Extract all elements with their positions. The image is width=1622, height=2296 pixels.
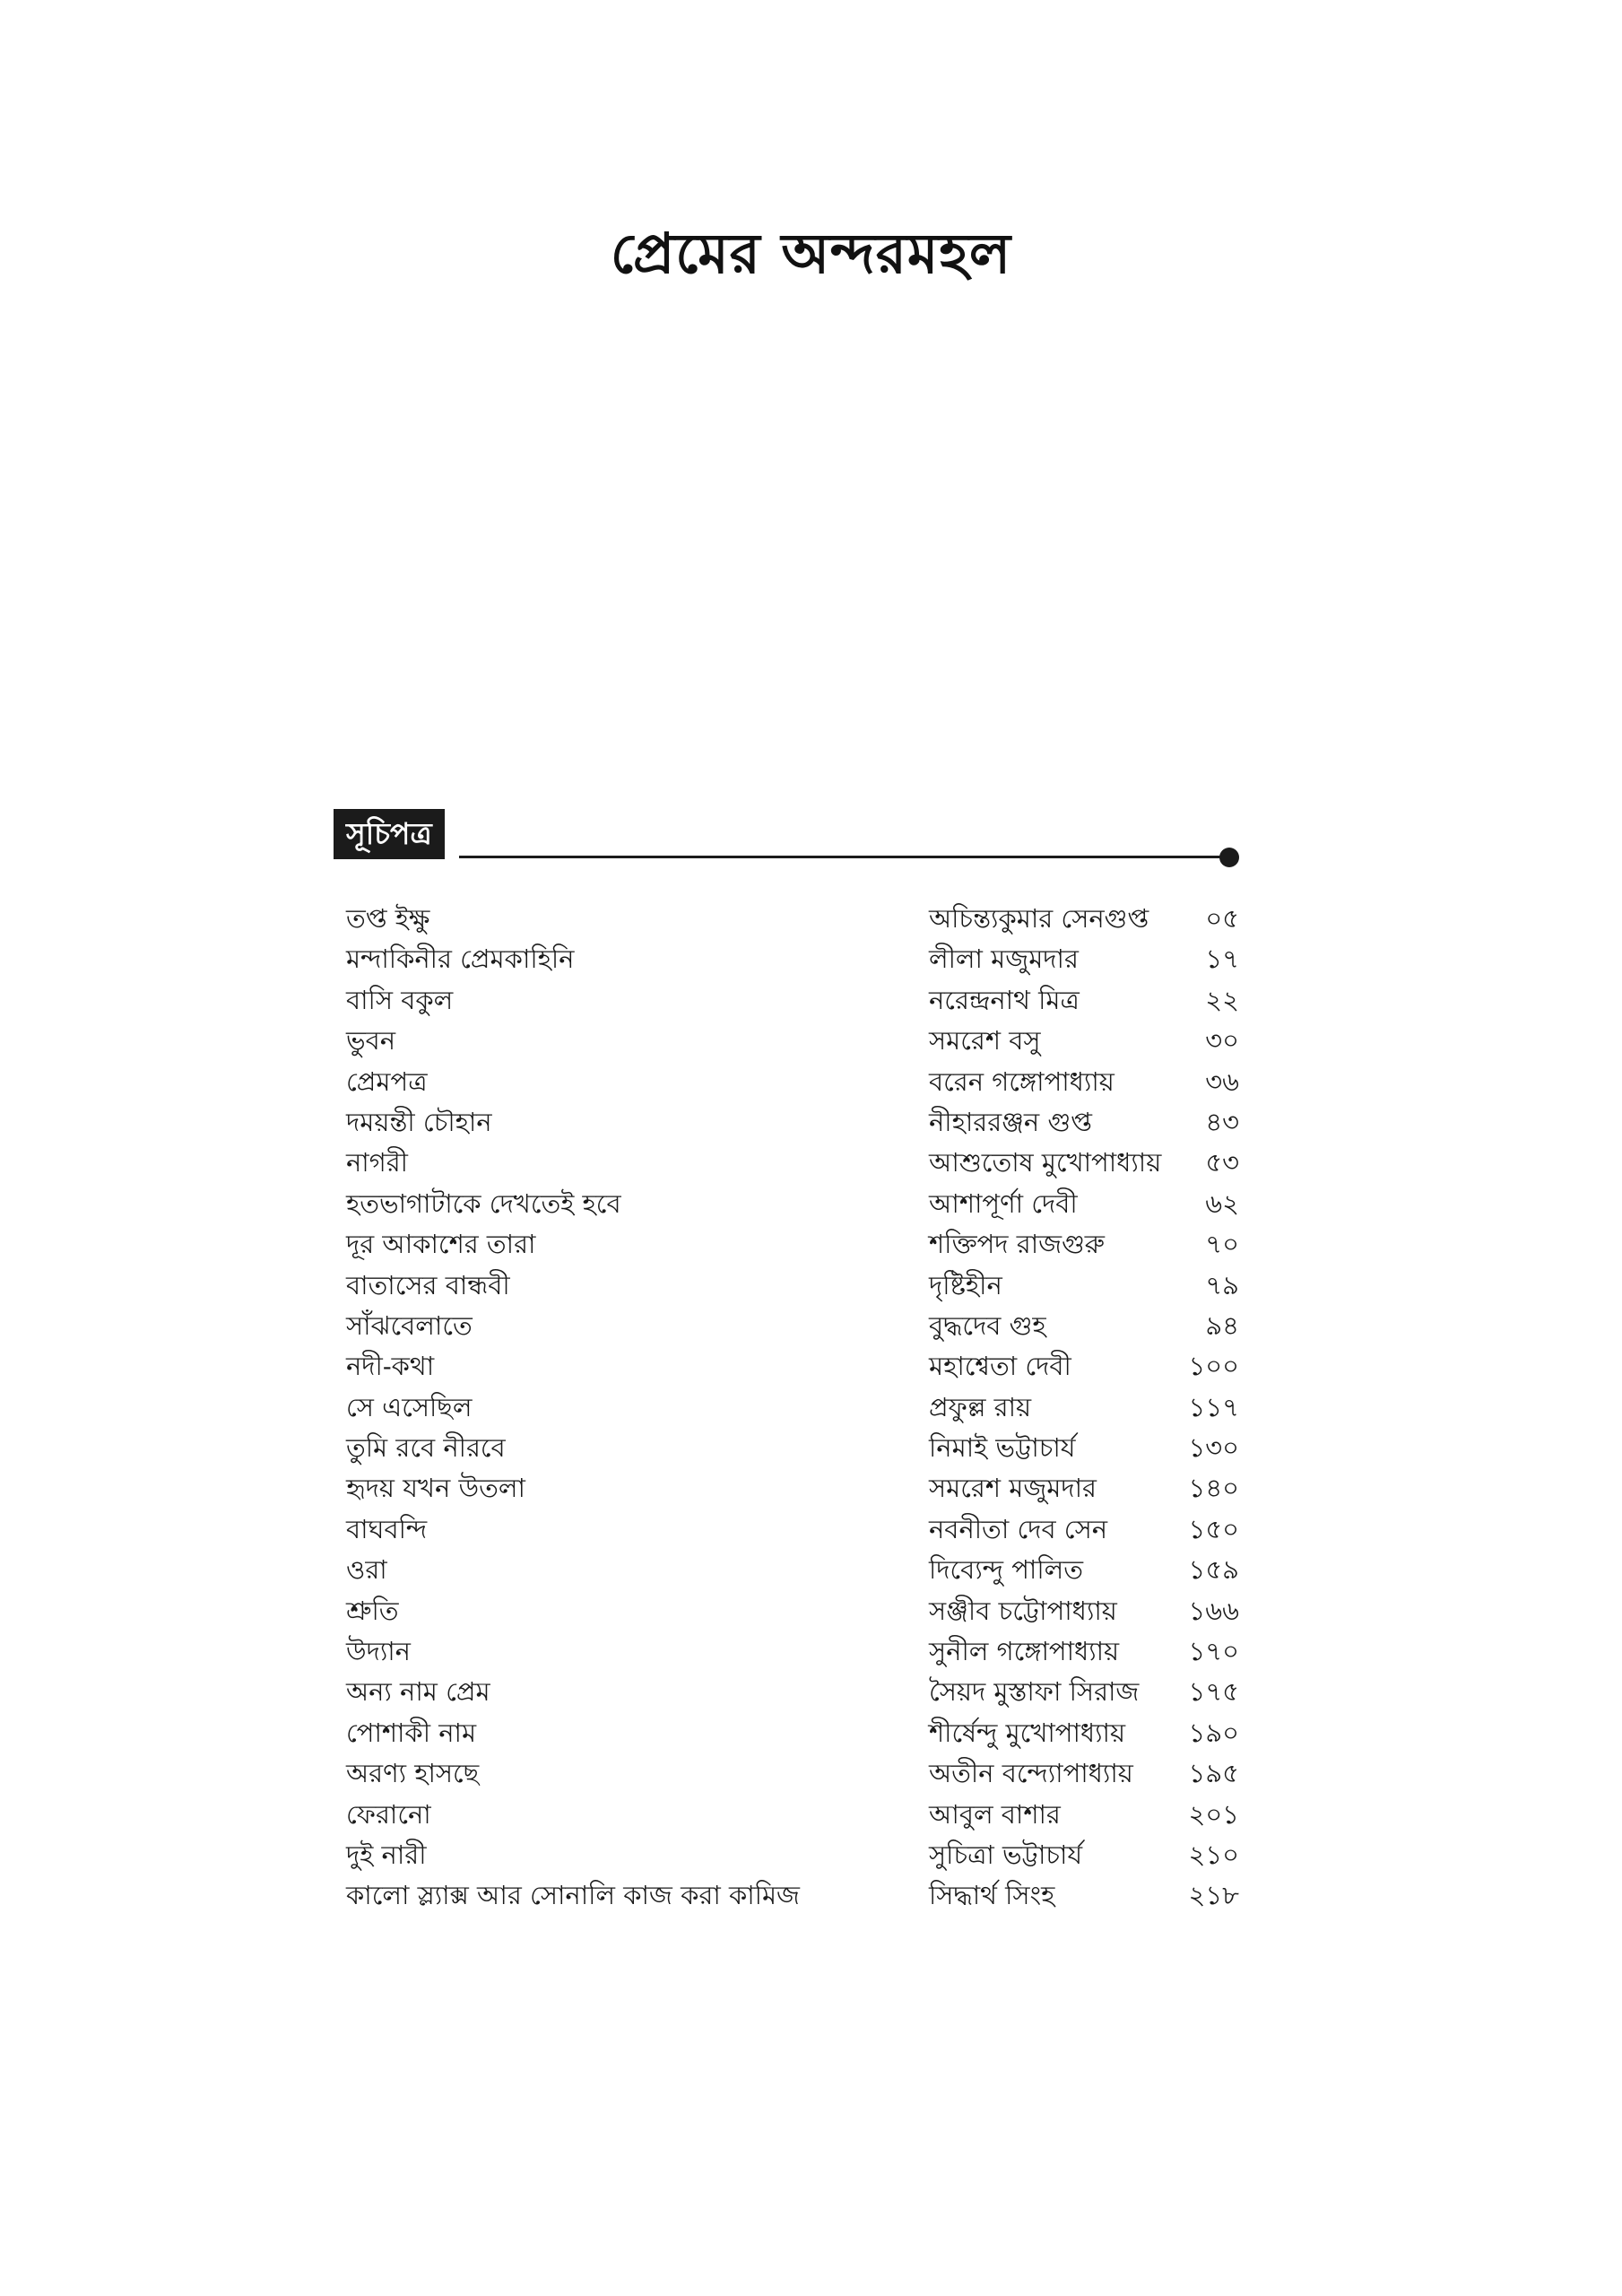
entry-page-number: ২০১ bbox=[1188, 1798, 1239, 1830]
entry-page-number: ১১৭ bbox=[1188, 1391, 1239, 1422]
entry-author: দিব্যেন্দু পালিত bbox=[929, 1554, 1083, 1586]
entry-page-number: ৩৬ bbox=[1205, 1065, 1239, 1097]
entry-title: ওরা bbox=[346, 1554, 387, 1586]
entry-author: আবুল বাশার bbox=[929, 1798, 1061, 1830]
entry-title: বাতাসের বান্ধবী bbox=[346, 1269, 510, 1300]
entry-title: অন্য নাম প্রেম bbox=[346, 1676, 490, 1708]
entry-author: নিমাই ভট্টাচার্য bbox=[929, 1432, 1076, 1464]
entry-page-number: ৩০ bbox=[1205, 1025, 1239, 1057]
entry-page-number: ০৫ bbox=[1205, 903, 1239, 934]
entry-page-number: ১৬৬ bbox=[1188, 1595, 1239, 1626]
entry-author: বরেন গঙ্গোপাধ্যায় bbox=[929, 1065, 1115, 1097]
toc-entry bbox=[346, 1795, 1239, 1835]
toc-entry bbox=[346, 1468, 1239, 1509]
toc-entry bbox=[346, 1509, 1239, 1550]
entry-page-number: ৯৪ bbox=[1205, 1309, 1239, 1341]
entry-page-number: ৪৩ bbox=[1205, 1106, 1239, 1137]
entry-author: মহাশ্বেতা দেবী bbox=[929, 1351, 1071, 1382]
entry-title: হতভাগাটাকে দেখতেই হবে bbox=[346, 1187, 621, 1219]
entry-title: দময়ন্তী চৌহান bbox=[346, 1106, 492, 1137]
entry-author: শক্তিপদ রাজগুরু bbox=[929, 1229, 1106, 1260]
entry-page-number: ১৩০ bbox=[1188, 1432, 1239, 1464]
entry-author: দৃষ্টিহীন bbox=[929, 1269, 1002, 1300]
entry-page-number: ১৯৫ bbox=[1188, 1758, 1239, 1789]
toc-entry bbox=[346, 1102, 1239, 1143]
entry-title: দুই নারী bbox=[346, 1839, 427, 1870]
entry-page-number: ৭৯ bbox=[1205, 1269, 1239, 1300]
entry-author: নরেন্দ্রনাথ মিত্র bbox=[929, 984, 1080, 1015]
entry-author: সিদ্ধার্থ সিংহ bbox=[929, 1880, 1055, 1911]
entry-page-number: ১৪০ bbox=[1188, 1473, 1239, 1504]
entry-page-number: ৫৩ bbox=[1205, 1147, 1239, 1178]
entry-title: সে এসেছিল bbox=[346, 1391, 473, 1422]
entry-author: বুদ্ধদেব গুহ bbox=[929, 1309, 1046, 1341]
toc-entry bbox=[346, 1346, 1239, 1387]
toc-entry bbox=[346, 1143, 1239, 1183]
entry-page-number: ৬২ bbox=[1205, 1187, 1239, 1219]
toc-entry bbox=[346, 1062, 1239, 1102]
entry-title: উদ্যান bbox=[346, 1636, 411, 1667]
entry-title: শ্রুতি bbox=[346, 1595, 399, 1626]
table-of-contents bbox=[334, 809, 1239, 1911]
toc-header bbox=[334, 809, 1239, 859]
entry-title: ভুবন bbox=[346, 1025, 396, 1057]
entry-page-number: ১৭৫ bbox=[1188, 1676, 1239, 1708]
entry-title: ফেরানো bbox=[346, 1798, 431, 1830]
entry-author: সৈয়দ মুস্তাফা সিরাজ bbox=[929, 1676, 1140, 1708]
toc-entry bbox=[346, 1184, 1239, 1224]
toc-entry bbox=[346, 1265, 1239, 1306]
toc-entry bbox=[346, 1550, 1239, 1590]
entry-title: মন্দাকিনীর প্রেমকাহিনি bbox=[346, 944, 575, 975]
entry-author: সুনীল গঙ্গোপাধ্যায় bbox=[929, 1636, 1120, 1667]
entry-title: তপ্ত ইক্ষু bbox=[346, 903, 430, 934]
entry-title: কালো স্ল্যাক্স আর সোনালি কাজ করা কামিজ bbox=[346, 1880, 800, 1911]
toc-list bbox=[346, 899, 1239, 1917]
toc-entry bbox=[346, 980, 1239, 1021]
toc-divider-dot bbox=[1219, 848, 1239, 867]
entry-title: সাঁঝবেলাতে bbox=[346, 1309, 473, 1341]
toc-entry bbox=[346, 1306, 1239, 1346]
entry-title: বাঘবন্দি bbox=[346, 1513, 428, 1544]
entry-author: অতীন বন্দ্যোপাধ্যায় bbox=[929, 1758, 1133, 1789]
entry-title: নদী-কথা bbox=[346, 1351, 435, 1382]
entry-author: প্রফুল্ল রায় bbox=[929, 1391, 1032, 1422]
toc-entry bbox=[346, 1224, 1239, 1265]
book-title: প্রেমের অন্দরমহল bbox=[610, 220, 1012, 286]
toc-entry bbox=[346, 1672, 1239, 1712]
toc-heading: সূচিপত্র bbox=[334, 809, 445, 859]
toc-entry bbox=[346, 1387, 1239, 1428]
entry-title: নাগরী bbox=[346, 1147, 408, 1178]
entry-title: দূর আকাশের তারা bbox=[346, 1229, 536, 1260]
entry-author: অচিন্ত্যকুমার সেনগুপ্ত bbox=[929, 903, 1149, 934]
entry-page-number: ৭০ bbox=[1205, 1229, 1239, 1260]
toc-entry bbox=[346, 1021, 1239, 1061]
entry-page-number: ১৫৯ bbox=[1188, 1554, 1239, 1586]
toc-entry bbox=[346, 1835, 1239, 1875]
entry-title: পোশাকী নাম bbox=[346, 1717, 477, 1748]
entry-title: বাসি বকুল bbox=[346, 984, 454, 1015]
toc-entry bbox=[346, 1713, 1239, 1753]
entry-author: নীহাররঞ্জন গুপ্ত bbox=[929, 1106, 1093, 1137]
entry-author: নবনীতা দেব সেন bbox=[929, 1513, 1108, 1544]
toc-entry bbox=[346, 1753, 1239, 1794]
entry-page-number: ১৫০ bbox=[1188, 1513, 1239, 1544]
entry-author: সমরেশ মজুমদার bbox=[929, 1473, 1097, 1504]
entry-page-number: ১৯০ bbox=[1188, 1717, 1239, 1748]
entry-author: সমরেশ বসু bbox=[929, 1025, 1041, 1057]
entry-page-number: ২২ bbox=[1205, 984, 1239, 1015]
toc-entry bbox=[346, 1875, 1239, 1916]
entry-page-number: ১৭০ bbox=[1188, 1636, 1239, 1667]
entry-page-number: ১৭ bbox=[1205, 944, 1239, 975]
toc-divider-line bbox=[459, 856, 1230, 858]
entry-page-number: ১০০ bbox=[1188, 1351, 1239, 1382]
entry-author: সুচিত্রা ভট্টাচার্য bbox=[929, 1839, 1083, 1870]
entry-author: লীলা মজুমদার bbox=[929, 944, 1079, 975]
toc-entry bbox=[346, 1428, 1239, 1468]
toc-entry bbox=[346, 1631, 1239, 1672]
entry-author: আশুতোষ মুখোপাধ্যায় bbox=[929, 1147, 1162, 1178]
toc-entry bbox=[346, 1591, 1239, 1631]
toc-entry bbox=[346, 939, 1239, 979]
entry-title: অরণ্য হাসছে bbox=[346, 1758, 480, 1789]
entry-title: হৃদয় যখন উতলা bbox=[346, 1473, 525, 1504]
entry-page-number: ২১০ bbox=[1188, 1839, 1239, 1870]
entry-title: প্রেমপত্র bbox=[346, 1065, 428, 1097]
entry-page-number: ২১৮ bbox=[1188, 1880, 1239, 1911]
entry-author: আশাপূর্ণা দেবী bbox=[929, 1187, 1078, 1219]
toc-entry bbox=[346, 899, 1239, 939]
entry-author: শীর্ষেন্দু মুখোপাধ্যায় bbox=[929, 1717, 1126, 1748]
entry-title: তুমি রবে নীরবে bbox=[346, 1432, 506, 1464]
entry-author: সঞ্জীব চট্টোপাধ্যায় bbox=[929, 1595, 1117, 1626]
